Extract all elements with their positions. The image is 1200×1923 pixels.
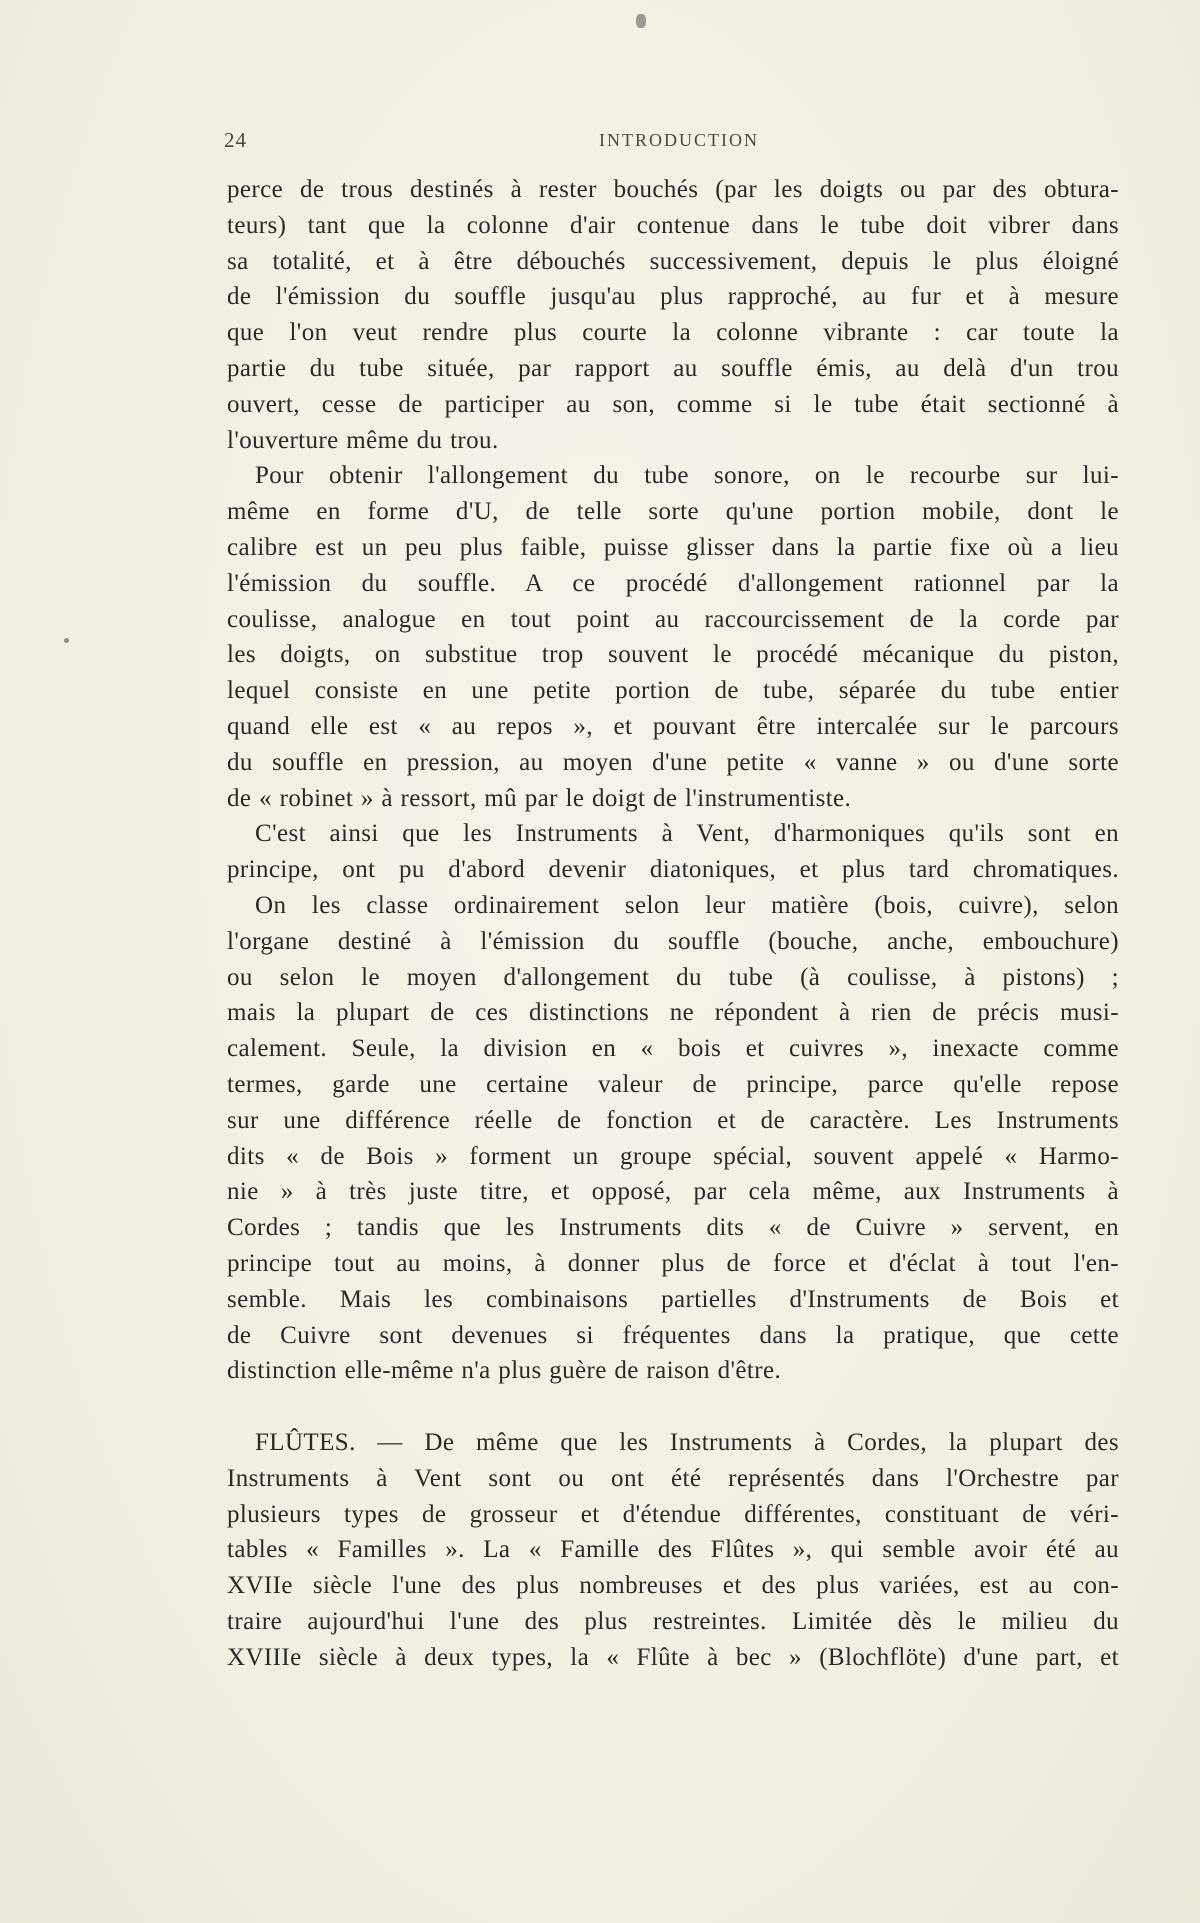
text-line: perce de trous destinés à rester bouchés (par les doigts ou par des obtura- xyxy=(227,176,1119,203)
text-line: partie du tube située, par rapport au souffle émis, au delà d'un trou xyxy=(227,354,1119,382)
text-line: de « robinet » à ressort, mû par le doigt de l'instrumentiste. xyxy=(227,784,852,812)
text-line: mais la plupart de ces distinctions ne répondent à rien de précis musi- xyxy=(227,999,1119,1027)
text-line: l'émission du souffle. A ce procédé d'allongement rationnel par la xyxy=(227,569,1119,597)
text-line: ou selon le moyen d'allongement du tube (à coulisse, à pistons) ; xyxy=(227,963,1119,991)
text-line: sur une différence réelle de fonction et de caractère. Les Instruments xyxy=(227,1106,1119,1134)
text-line: que l'on veut rendre plus courte la colonne vibrante : car toute la xyxy=(227,319,1119,347)
page-number: 24 xyxy=(224,128,247,152)
text-line: principe, ont pu d'abord devenir diatoniques, et plus tard chromatiques. xyxy=(227,856,1119,884)
text-line: l'ouverture même du trou. xyxy=(227,426,499,454)
text-line: dits « de Bois » forment un groupe spécial, souvent appelé « Harmo- xyxy=(227,1142,1119,1170)
text-line: plusieurs types de grosseur et d'étendue différentes, constituant de véri- xyxy=(227,1500,1119,1528)
text-line: traire aujourd'hui l'une des plus restreintes. Limitée dès le milieu du xyxy=(227,1608,1119,1636)
text-line: principe tout au moins, à donner plus de force et d'éclat à tout l'en- xyxy=(227,1249,1119,1277)
text-line: coulisse, analogue en tout point au raccourcissement de la corde par xyxy=(227,605,1119,633)
text-line: même en forme d'U, de telle sorte qu'une portion mobile, dont le xyxy=(227,498,1119,526)
text-line: termes, garde une certaine valeur de principe, parce qu'elle repose xyxy=(227,1070,1119,1098)
running-head: INTRODUCTION xyxy=(599,130,759,150)
text-line: XVIIIe siècle à deux types, la « Flûte à bec » (Blochflöte) d'une part, et xyxy=(227,1643,1119,1671)
section-gap xyxy=(227,1389,1119,1425)
text-line: XVIIe siècle l'une des plus nombreuses et des plus variées, est au con- xyxy=(227,1572,1119,1600)
page-header xyxy=(224,128,1134,158)
text-line: quand elle est « au repos », et pouvant être intercalée sur le parcours xyxy=(227,712,1119,740)
text-line: distinction elle-même n'a plus guère de raison d'être. xyxy=(227,1357,782,1385)
text-line: FLÛTES. — De même que les Instruments à Cordes, la plupart des xyxy=(255,1429,1119,1457)
text-line: de Cuivre sont devenues si fréquentes dans la pratique, que cette xyxy=(227,1321,1119,1349)
text-line: calement. Seule, la division en « bois et cuivres », inexacte comme xyxy=(227,1035,1119,1063)
text-line: du souffle en pression, au moyen d'une petite « vanne » ou d'une sorte xyxy=(227,748,1119,776)
text-line: semble. Mais les combinaisons partielles d'Instruments de Bois et xyxy=(227,1285,1119,1313)
text-line: Instruments à Vent sont ou ont été représentés dans l'Orchestre par xyxy=(227,1464,1119,1492)
text-line: On les classe ordinairement selon leur matière (bois, cuivre), selon xyxy=(255,891,1119,919)
paper-speck xyxy=(64,638,69,643)
text-line: Pour obtenir l'allongement du tube sonore, on le recourbe sur lui- xyxy=(255,462,1119,490)
text-line: de l'émission du souffle jusqu'au plus rapproché, au fur et à mesure xyxy=(227,283,1119,311)
text-line: l'organe destiné à l'émission du souffle (bouche, anche, embouchure) xyxy=(227,927,1119,955)
paper-speck xyxy=(636,14,646,28)
text-line: C'est ainsi que les Instruments à Vent, d'harmoniques qu'ils sont en xyxy=(255,820,1119,848)
body-text xyxy=(227,172,1119,1676)
text-line: calibre est un peu plus faible, puisse glisser dans la partie fixe où a lieu xyxy=(227,533,1119,561)
text-line: tables « Familles ». La « Famille des Flûtes », qui semble avoir été au xyxy=(227,1536,1119,1564)
text-line: Cordes ; tandis que les Instruments dits « de Cuivre » servent, en xyxy=(227,1214,1119,1242)
text-line: lequel consiste en une petite portion de tube, séparée du tube entier xyxy=(227,677,1119,705)
text-line: ouvert, cesse de participer au son, comme si le tube était sectionné à xyxy=(227,390,1119,418)
text-line: les doigts, on substitue trop souvent le procédé mécanique du piston, xyxy=(227,641,1119,669)
text-line: teurs) tant que la colonne d'air contenue dans le tube doit vibrer dans xyxy=(227,211,1119,239)
text-line: sa totalité, et à être débouchés successivement, depuis le plus éloigné xyxy=(227,247,1119,275)
text-line: nie » à très juste titre, et opposé, par cela même, aux Instruments à xyxy=(227,1178,1119,1206)
